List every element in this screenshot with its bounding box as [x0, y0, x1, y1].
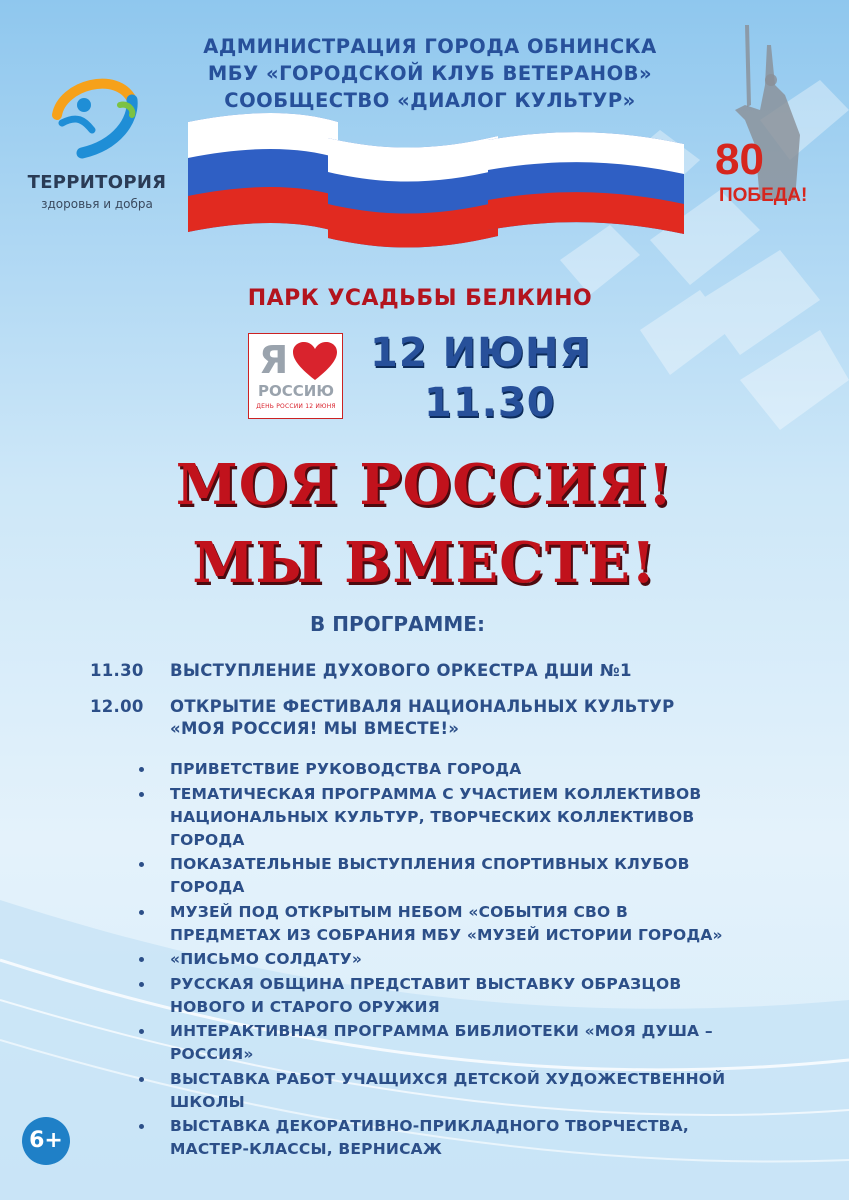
- list-item: [132, 1020, 782, 1066]
- ya-love-russia-logo: [248, 333, 343, 419]
- list-item: [132, 783, 782, 852]
- item-line: «ПИСЬМО СОЛДАТУ»: [170, 950, 363, 968]
- event-time: 11.30: [424, 380, 556, 426]
- item-line: МАСТЕР-КЛАССЫ, ВЕРНИСАЖ: [170, 1140, 443, 1158]
- item-line: ВЫСТАВКА ДЕКОРАТИВНО-ПРИКЛАДНОГО ТВОРЧЕСТВА,: [170, 1117, 689, 1135]
- victory-text: ПОБЕДА!: [719, 185, 808, 206]
- ya-caption: ДЕНЬ РОССИИ 12 ИЮНЯ: [256, 403, 336, 410]
- event-line: «МОЯ РОССИЯ! МЫ ВМЕСТЕ!»: [170, 719, 460, 738]
- list-item: [132, 973, 782, 1019]
- item-line: МУЗЕЙ ПОД ОТКРЫТЫМ НЕБОМ «СОБЫТИЯ СВО В: [170, 902, 629, 921]
- bullet-icon: [139, 792, 144, 797]
- victory-number: 80: [715, 135, 764, 184]
- bullet-icon: [139, 957, 144, 962]
- slogan-line-2: МЫ ВМЕСТЕ!: [192, 530, 657, 596]
- program-heading: В ПРОГРАММЕ:: [310, 612, 485, 636]
- heart-icon: [293, 342, 337, 382]
- list-item: [132, 1115, 782, 1161]
- item-line: НАЦИОНАЛЬНЫХ КУЛЬТУР, ТВОРЧЕСКИХ КОЛЛЕКТИВОВ: [170, 807, 695, 826]
- bullet-icon: [139, 982, 144, 987]
- event-time: 11.30: [90, 661, 144, 680]
- age-rating-badge: 6+: [22, 1117, 70, 1165]
- venue-title: ПАРК УСАДЬБЫ БЕЛКИНО: [247, 286, 593, 311]
- list-item: [132, 853, 782, 899]
- organizer-line: СООБЩЕСТВО «ДИАЛОГ КУЛЬТУР»: [224, 89, 636, 112]
- bullet-icon: [139, 1077, 144, 1082]
- bullet-icon: [139, 767, 144, 772]
- event-description: [170, 660, 790, 682]
- program-items-list: [132, 758, 782, 1163]
- item-line: ПОКАЗАТЕЛЬНЫЕ ВЫСТУПЛЕНИЯ СПОРТИВНЫХ КЛУБОВ: [170, 855, 690, 873]
- event-date: 12 ИЮНЯ: [370, 330, 592, 376]
- logo-name: ТЕРРИТОРИЯ: [27, 172, 167, 193]
- event-description: [170, 696, 790, 740]
- item-line: РОССИЯ»: [170, 1045, 254, 1063]
- slogan-line-1: МОЯ РОССИЯ!: [175, 452, 674, 518]
- ya-letter: Я: [259, 338, 289, 382]
- organizer-line: АДМИНИСТРАЦИЯ ГОРОДА ОБНИНСКА: [203, 35, 657, 58]
- bullet-icon: [139, 1124, 144, 1129]
- ya-word: РОССИЮ: [258, 382, 334, 400]
- item-line: ГОРОДА: [170, 830, 245, 849]
- item-line: ГОРОДА: [170, 878, 245, 896]
- bullet-icon: [139, 910, 144, 915]
- event-line: ОТКРЫТИЕ ФЕСТИВАЛЯ НАЦИОНАЛЬНЫХ КУЛЬТУР: [170, 697, 675, 716]
- item-line: ТЕМАТИЧЕСКАЯ ПРОГРАММА С УЧАСТИЕМ КОЛЛЕКТИВОВ: [170, 784, 702, 803]
- item-line: ПРИВЕТСТВИЕ РУКОВОДСТВА ГОРОДА: [170, 760, 522, 778]
- item-line: РУССКАЯ ОБЩИНА ПРЕДСТАВИТ ВЫСТАВКУ ОБРАЗЦОВ: [170, 974, 682, 993]
- logo-subtitle: здоровья и добра: [41, 197, 153, 211]
- bullet-icon: [139, 862, 144, 867]
- organizer-line: МБУ «ГОРОДСКОЙ КЛУБ ВЕТЕРАНОВ»: [207, 62, 653, 85]
- event-line: ВЫСТУПЛЕНИЕ ДУХОВОГО ОРКЕСТРА ДШИ №1: [170, 661, 632, 680]
- list-item: [132, 901, 782, 947]
- person-swoosh-icon: [22, 75, 172, 170]
- list-item: [132, 1068, 782, 1114]
- territoriya-logo: [22, 75, 172, 225]
- item-line: ПРЕДМЕТАХ ИЗ СОБРАНИЯ МБУ «МУЗЕЙ ИСТОРИИ ГОРОДА»: [170, 925, 723, 944]
- item-line: ВЫСТАВКА РАБОТ УЧАЩИХСЯ ДЕТСКОЙ ХУДОЖЕСТВЕННОЙ: [170, 1069, 726, 1088]
- bullet-icon: [139, 1029, 144, 1034]
- russian-flag: [188, 110, 684, 250]
- organizers-header: [140, 33, 720, 114]
- list-item: [132, 758, 782, 781]
- victory-badge: [705, 25, 825, 220]
- item-line: НОВОГО И СТАРОГО ОРУЖИЯ: [170, 997, 440, 1016]
- event-time: 12.00: [90, 697, 144, 716]
- item-line: ИНТЕРАКТИВНАЯ ПРОГРАММА БИБЛИОТЕКИ «МОЯ ДУША –: [170, 1022, 713, 1040]
- item-line: ШКОЛЫ: [170, 1092, 245, 1111]
- list-item: [132, 948, 782, 971]
